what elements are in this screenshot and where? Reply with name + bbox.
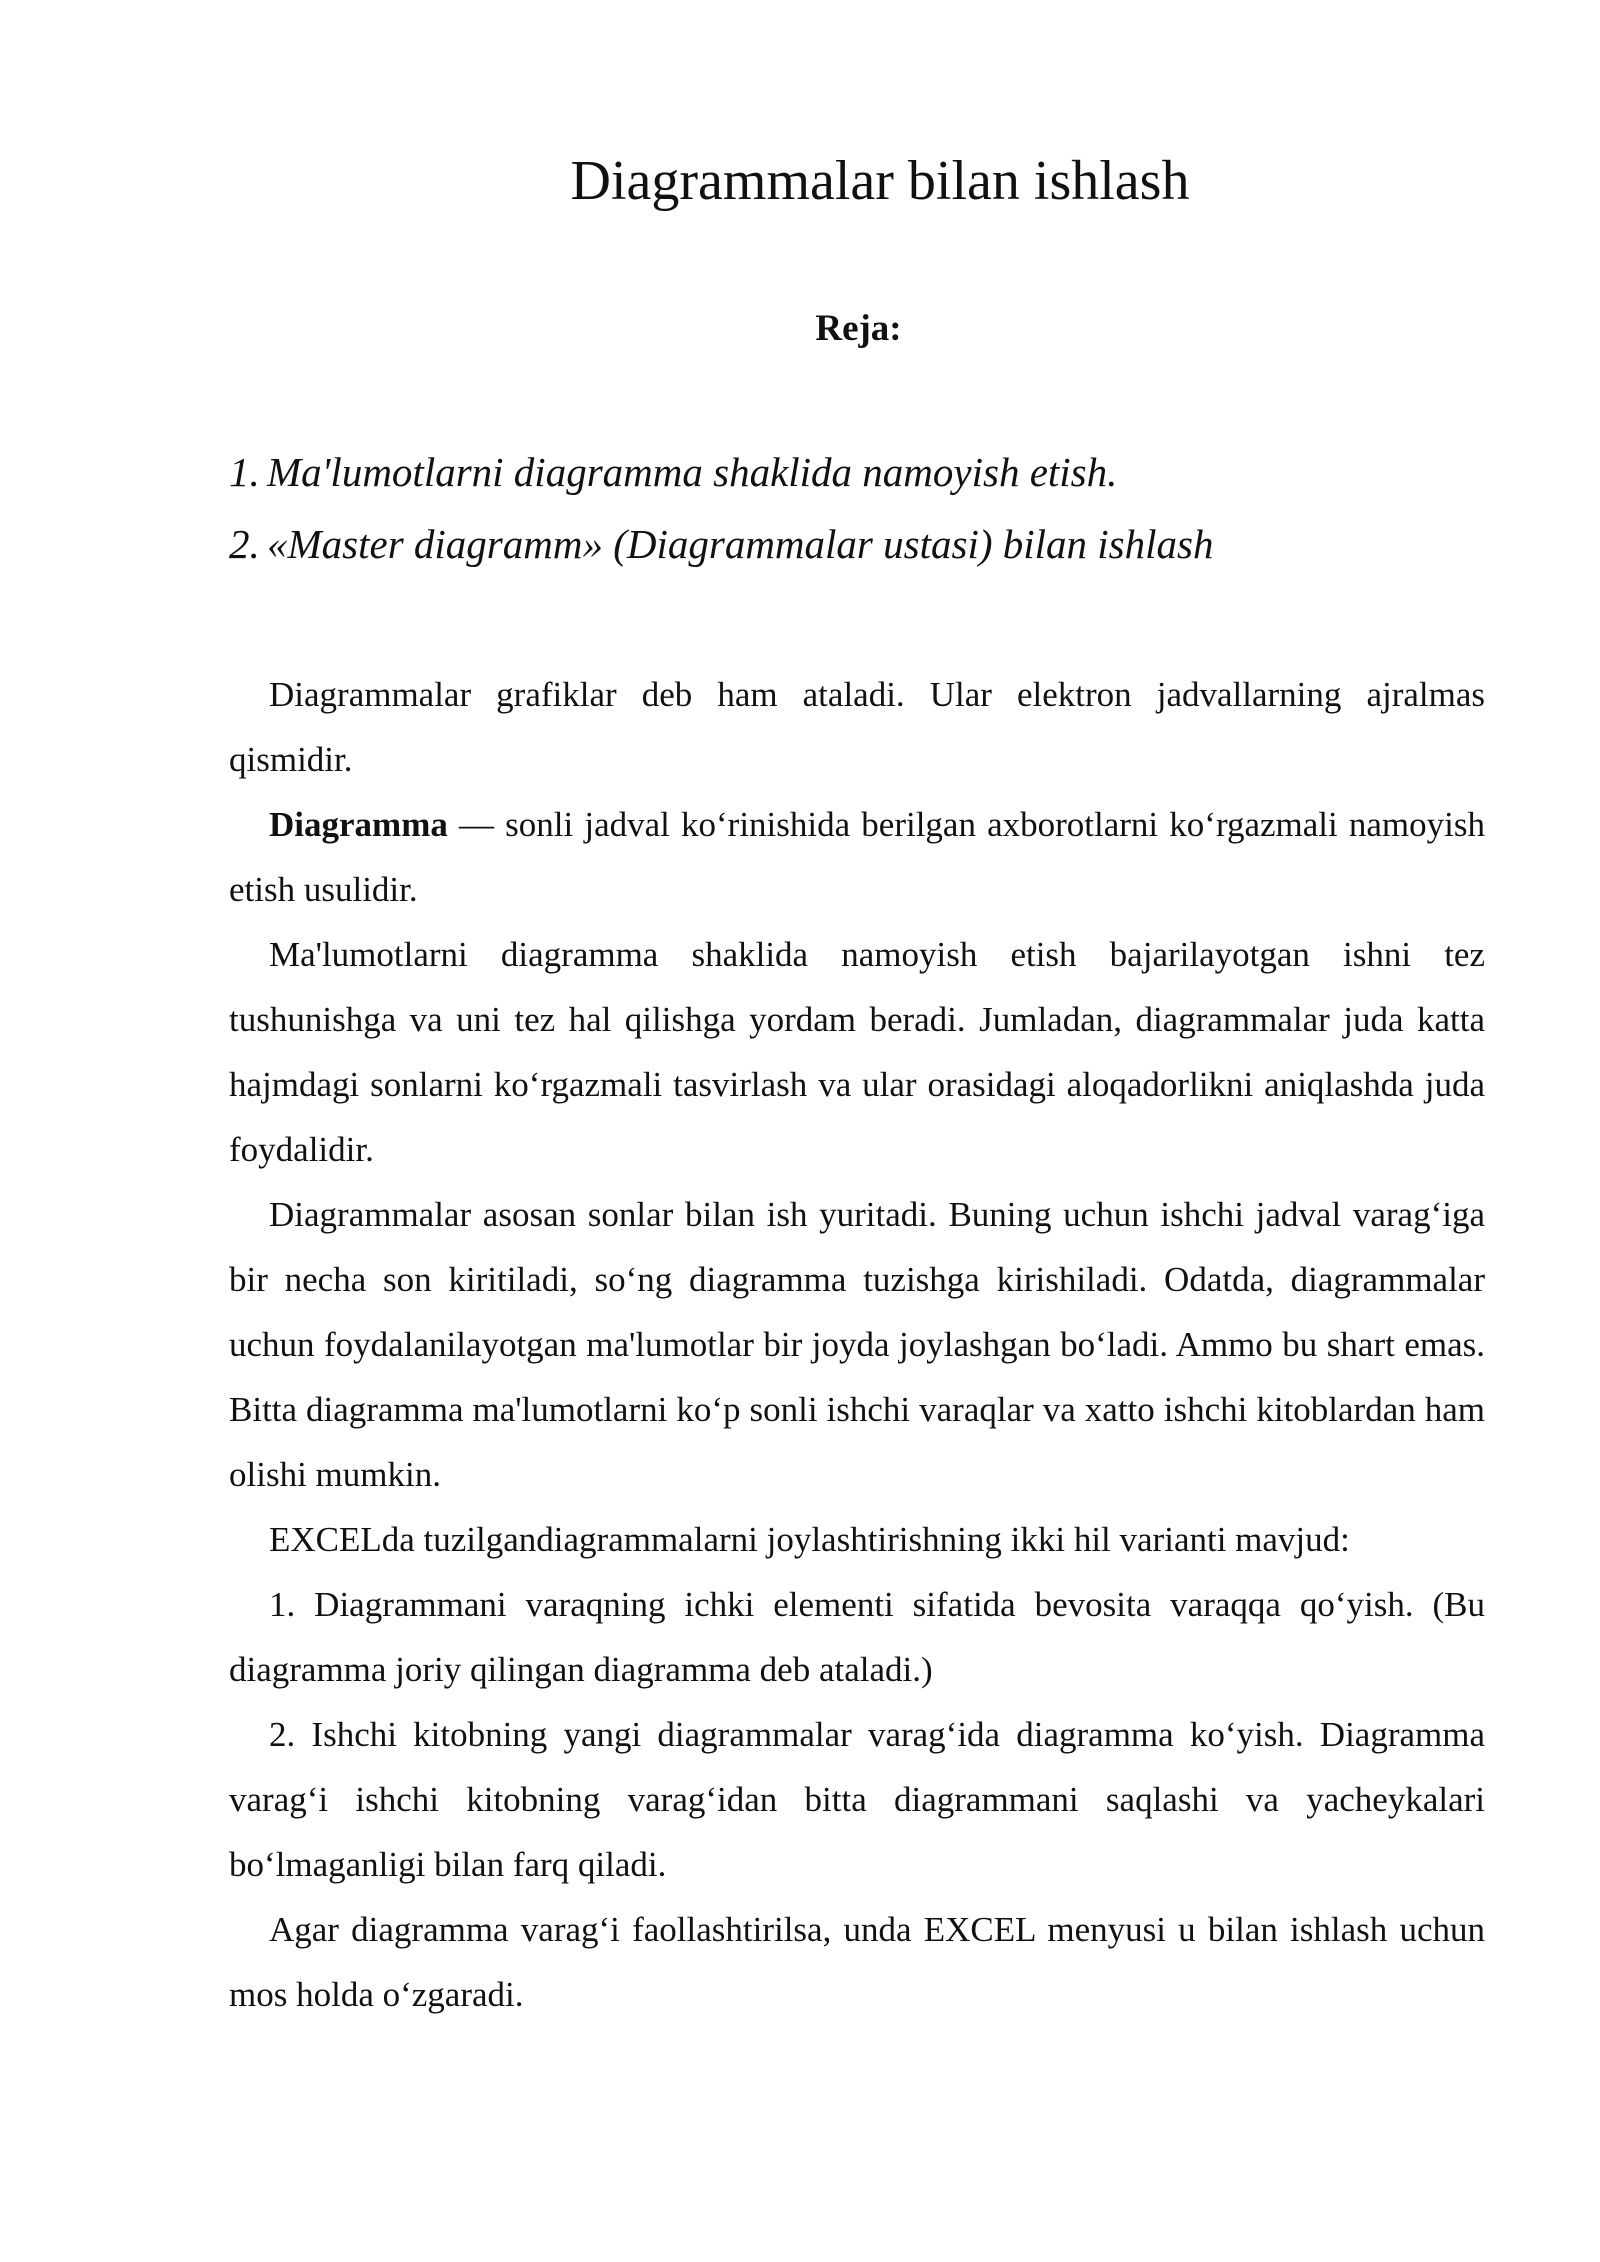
paragraph-text: Diagrammalar asosan sonlar bilan ish yuritadi. Buning uchun ishchi jadval varag‘iga bir necha son kiritiladi, so‘ng diagramma tuzishga kirishiladi. Odatda, diagrammalar uchun foydalanilayotgan ma'lumotlar bir joyda joylashgan bo‘ladi. Ammo bu shart emas. Bitta diagramma ma'lumotlarni ko‘p sonli ishchi varaqlar va xatto ishchi kitoblardan ham olishi mumkin. [229,1195,1485,1494]
paragraph [229,1572,1485,1702]
plan-list [229,436,1213,580]
paragraph-definition [229,792,1485,922]
paragraph-text: Ma'lumotlarni diagramma shaklida namoyish etish bajarilayotgan ishni tez tushunishga va uni tez hal qilishga yordam beradi. Jumladan, diagrammalar juda katta hajmdagi sonlarni ko‘rgazmali tasvirlash va ular orasidagi aloqadorlikni aniqlashda juda foydalidir. [229,935,1485,1169]
plan-item [229,508,1213,580]
paragraph-text: Agar diagramma varag‘i faollashtirilsa, unda EXCEL menyusi u bilan ishlash uchun mos holda o‘zgaradi. [229,1910,1485,2014]
plan-item-number: 1. [229,449,260,495]
paragraph-text: EXCELda tuzilgandiagrammalarni joylashtirishning ikki hil varianti mavjud: [269,1520,1350,1559]
plan-item-text: «Master diagramm» (Diagrammalar ustasi) bilan ishlash [267,521,1214,567]
document-title: Diagrammalar bilan ishlash [570,150,1190,212]
body-text [229,662,1485,2027]
paragraph-text: 1. Diagrammani varaqning ichki elementi sifatida bevosita varaqqa qo‘yish. (Bu diagramma joriy qilingan diagramma deb ataladi.) [229,1585,1485,1689]
paragraph-bold-term: Diagramma [269,805,448,844]
paragraph [229,1702,1485,1897]
paragraph [229,1507,1485,1572]
plan-item-text: Ma'lumotlarni diagramma shaklida namoyish etish. [267,449,1118,495]
plan-item-number: 2. [229,521,260,567]
paragraph [229,1897,1485,2027]
paragraph-text: 2. Ishchi kitobning yangi diagrammalar varag‘ida diagramma ko‘yish. Diagramma varag‘i ishchi kitobning varag‘idan bitta diagrammani saqlashi va yacheykalari bo‘lmaganligi bilan farq qiladi. [229,1715,1485,1884]
paragraph [229,662,1485,792]
paragraph-text: Diagrammalar grafiklar deb ham ataladi. Ular elektron jadvallarning ajralmas qismidir. [229,675,1485,779]
paragraph-text: — sonli jadval ko‘rinishida berilgan axborotlarni ko‘rgazmali namoyish etish usulidir. [229,805,1485,909]
paragraph [229,1182,1485,1507]
paragraph [229,922,1485,1182]
plan-heading: Reja: [815,308,902,349]
plan-item [229,436,1213,508]
